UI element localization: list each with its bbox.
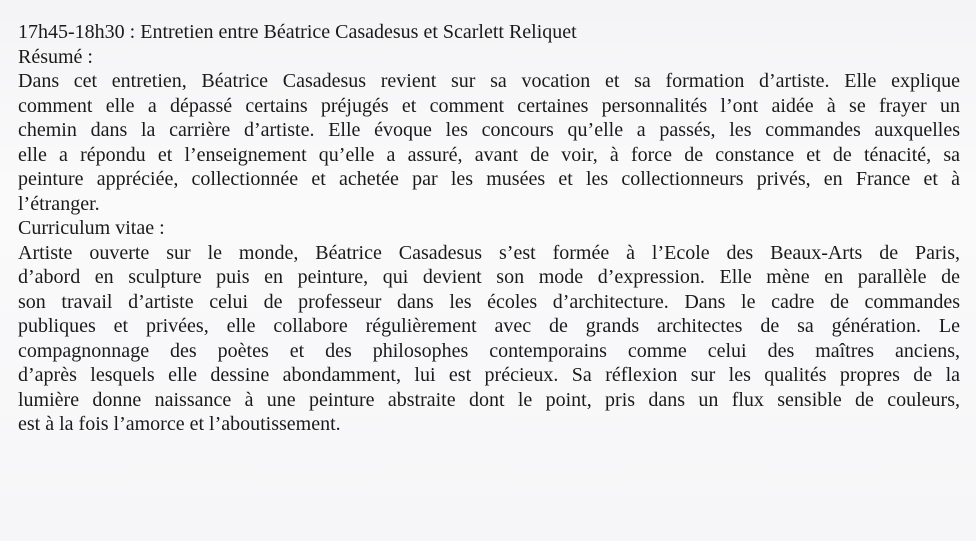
schedule-time: 17h45-18h30 bbox=[18, 21, 125, 43]
cv-line: compagnonnage des poètes et des philosophes contemporains comme celui des maîtres anciens, bbox=[18, 339, 960, 362]
cv-line: est à la fois l’amorce et l’aboutissement. bbox=[18, 413, 341, 435]
resume-line: comment elle a dépassé certains préjugés et comment certaines personnalités l’ont aidée à se frayer un bbox=[18, 94, 960, 117]
heading-separator: : bbox=[124, 21, 141, 43]
schedule-heading bbox=[18, 20, 960, 45]
resume-line: Dans cet entretien, Béatrice Casadesus revient sur sa vocation et sa formation d’artiste. Elle explique bbox=[18, 70, 960, 92]
resume-line: chemin dans la carrière d’artiste. Elle évoque les concours qu’elle a passés, les commandes auxquelles bbox=[18, 119, 960, 141]
session-title: Entretien entre Béatrice Casadesus et Scarlett Reliquet bbox=[140, 21, 577, 43]
document-body bbox=[18, 20, 960, 437]
resume-paragraph bbox=[18, 69, 960, 216]
resume-line: elle a répondu et l’enseignement qu’elle a assuré, avant de voir, à force de constance et de ténacité, sa bbox=[18, 143, 960, 166]
cv-line: d’après lesquels elle dessine abondamment, lui est précieux. Sa réflexion sur les qualités propres de la bbox=[18, 364, 960, 386]
cv-line: publiques et privées, elle collabore régulièrement avec de grands architectes de sa génération. Le bbox=[18, 315, 960, 337]
cv-line: Artiste ouverte sur le monde, Béatrice Casadesus s’est formée à l’Ecole des Beaux-Arts de Paris, bbox=[18, 241, 960, 264]
cv-label: Curriculum vitae : bbox=[18, 217, 165, 239]
resume-line: l’étranger. bbox=[18, 192, 100, 215]
cv-line: lumière donne naissance à une peinture abstraite dont le point, pris dans un flux sensible de couleurs, bbox=[18, 388, 960, 411]
resume-label: Résumé : bbox=[18, 45, 93, 68]
cv-line: d’abord en sculpture puis en peinture, qui devient son mode d’expression. Elle mène en parallèle de bbox=[18, 266, 960, 288]
resume-line: peinture appréciée, collectionnée et achetée par les musées et les collectionneurs privés, en France et à bbox=[18, 168, 960, 190]
cv-paragraph bbox=[18, 241, 960, 437]
cv-line: son travail d’artiste celui de professeur dans les écoles d’architecture. Dans le cadre de commandes bbox=[18, 290, 960, 313]
